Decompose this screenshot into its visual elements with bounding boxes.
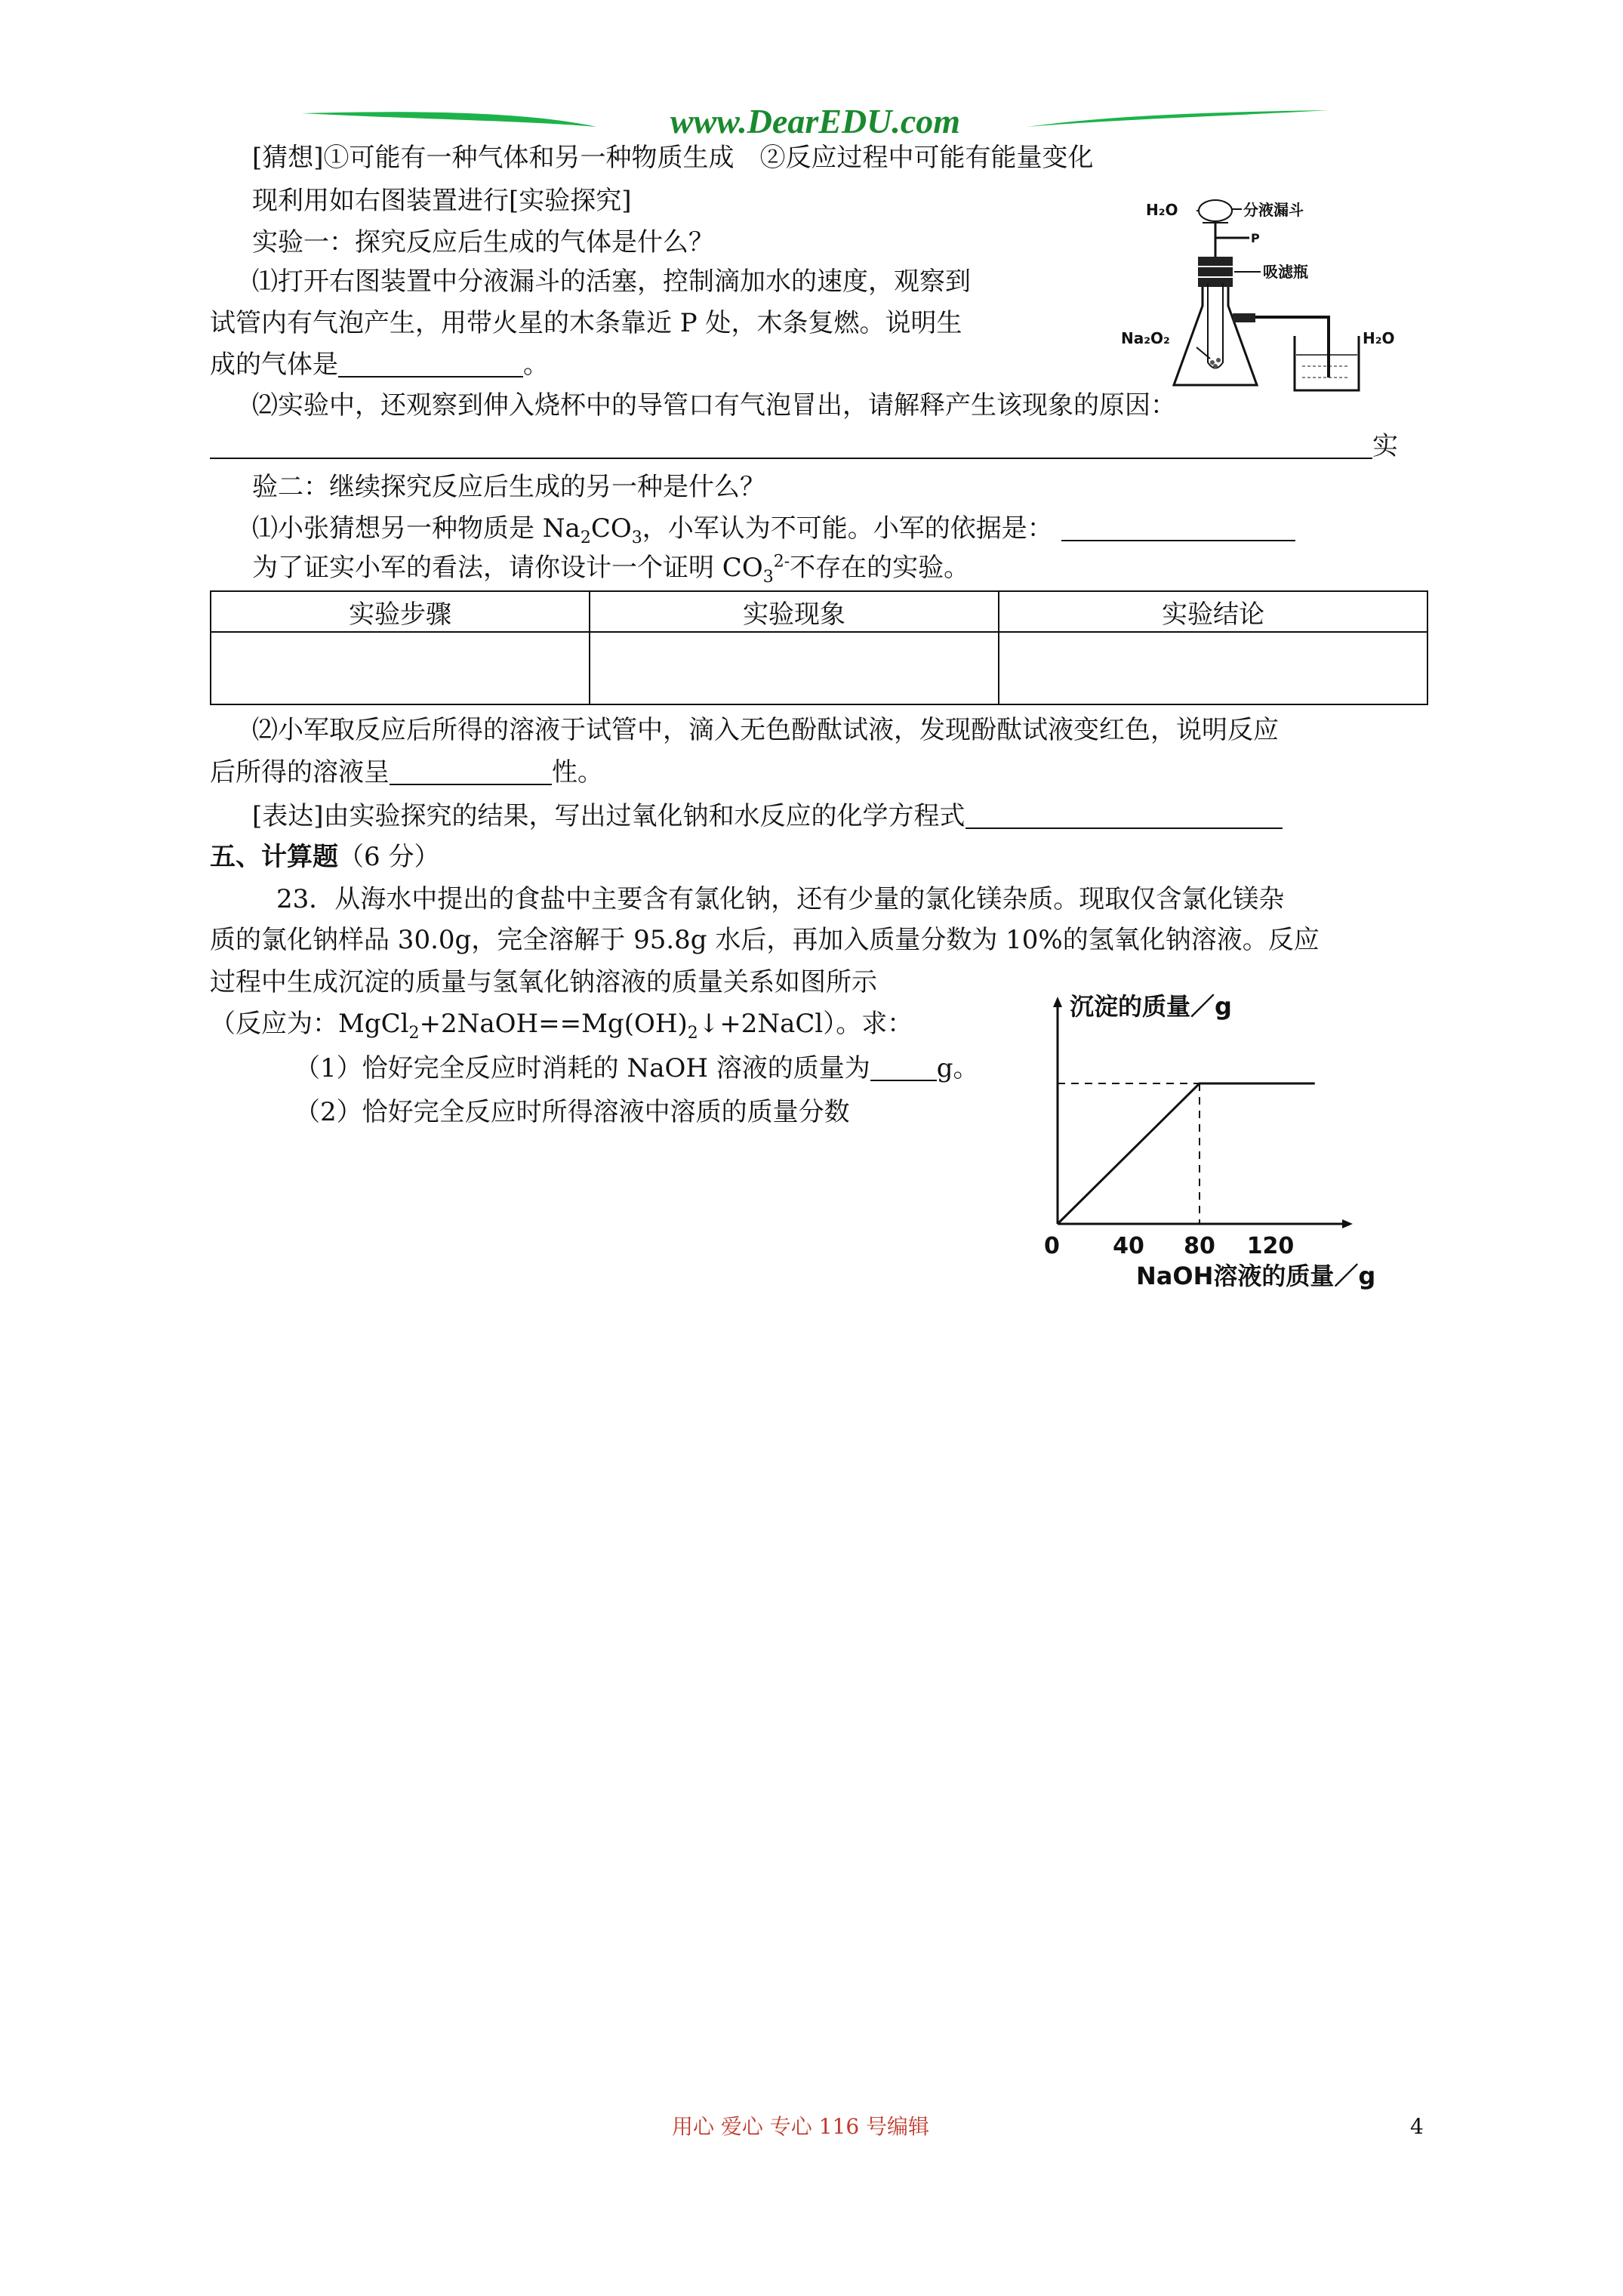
exp2-q1-text-b-end: 不存在的实验。 bbox=[790, 553, 970, 583]
apparatus-label-p: P bbox=[1251, 231, 1260, 245]
exp2-q1-line-b bbox=[252, 550, 969, 585]
footer-slogan: 用心 爱心 专心 116 号编辑 bbox=[672, 2114, 930, 2139]
exp2-q2-text-b: 后所得的溶液呈 bbox=[210, 757, 390, 787]
table-header-phenomena: 实验现象 bbox=[590, 591, 999, 632]
co3-subscript: 3 bbox=[762, 567, 774, 587]
site-title: www.DearEDU.com bbox=[670, 102, 961, 140]
y-axis-arrow bbox=[1053, 997, 1062, 1007]
exp2-q1-text-end: ，小军认为不可能。小军的依据是： bbox=[642, 513, 1053, 544]
express-line bbox=[252, 799, 1283, 834]
rubber-stopper bbox=[1198, 257, 1233, 287]
chart-xlabel: NaOH溶液的质量／g bbox=[1136, 1262, 1376, 1290]
apparatus-label-flask: 吸滤瓶 bbox=[1263, 263, 1308, 281]
chart-series-line bbox=[1058, 1083, 1315, 1224]
experiment-table bbox=[210, 590, 1428, 705]
apparatus-label-funnel: 分液漏斗 bbox=[1243, 201, 1304, 219]
water-beaker bbox=[1295, 336, 1359, 390]
banner-swoosh-left bbox=[302, 112, 596, 127]
na-subscript: 2 bbox=[580, 528, 591, 547]
apparatus-label-h2o-right: H₂O bbox=[1363, 329, 1395, 347]
exp2-q2-line-a: ⑵小军取反应后所得的溶液于试管中，滴入无色酚酞试液，发现酚酞试液变红色，说明反应 bbox=[252, 715, 1279, 745]
page-number: 4 bbox=[1410, 2114, 1424, 2139]
exp1-q2-answer-line bbox=[210, 429, 1398, 464]
chart-ylabel: 沉淀的质量／g bbox=[1070, 992, 1232, 1021]
side-arm-tube bbox=[1233, 317, 1329, 378]
header-banner bbox=[302, 97, 1329, 142]
section5-score: （6 分） bbox=[338, 842, 440, 872]
table-cell-conclusion[interactable] bbox=[999, 632, 1427, 704]
x-tick-label-0: 0 bbox=[1044, 1233, 1060, 1259]
basis-answer-blank[interactable] bbox=[1061, 514, 1295, 541]
equation-answer-blank[interactable] bbox=[965, 802, 1283, 829]
reaction-part1: （反应为：MgCl bbox=[210, 1009, 409, 1039]
chart-tick-labels bbox=[1044, 1233, 1294, 1259]
exp2-q1-text-a: ⑴小张猜想另一种物质是 Na bbox=[252, 513, 581, 544]
suction-flask bbox=[1174, 287, 1257, 385]
table-cell-phenomena[interactable] bbox=[590, 632, 999, 704]
exp1-q2-tail: 实 bbox=[1372, 431, 1398, 461]
co-subscript: 3 bbox=[631, 528, 642, 547]
section5-title: 五、计算题 bbox=[210, 842, 338, 872]
x-tick-label-120: 120 bbox=[1246, 1233, 1295, 1259]
exp2-q1-line-a bbox=[252, 511, 1295, 546]
q1-end: g。 bbox=[936, 1053, 979, 1083]
chart-axes bbox=[1053, 997, 1353, 1228]
solution-property-blank[interactable] bbox=[390, 758, 552, 785]
x-tick-label-40: 40 bbox=[1113, 1233, 1144, 1259]
table-cell-steps[interactable] bbox=[211, 632, 590, 704]
table-header-conclusion: 实验结论 bbox=[999, 591, 1427, 632]
guess-line: [猜想]①可能有一种气体和另一种物质生成 ②反应过程中可能有能量变化 bbox=[252, 143, 1094, 173]
q1-text: （1）恰好完全反应时消耗的 NaOH 溶液的质量为 bbox=[294, 1053, 870, 1083]
exp2-title: 验二：继续探究反应后生成的另一种是什么？ bbox=[252, 472, 765, 502]
exp1-q1-line-b: 试管内有气泡产生，用带火星的木条靠近 P 处，木条复燃。说明生 bbox=[210, 308, 962, 338]
funnel-bulb bbox=[1199, 200, 1232, 221]
problem23-line-c: 过程中生成沉淀的质量与氢氧化钠溶液的质量关系如图所示 bbox=[210, 967, 877, 997]
reaction-part2: +2NaOH==Mg(OH) bbox=[419, 1009, 688, 1039]
reason-answer-blank[interactable] bbox=[210, 432, 1372, 459]
exp2-q2-end: 性。 bbox=[552, 757, 603, 787]
exp1-q1-line-c bbox=[210, 347, 549, 382]
x-axis-arrow bbox=[1342, 1219, 1353, 1228]
reaction-part3: ↓+2NaCl）。求： bbox=[698, 1009, 913, 1039]
exp1-q2-line: ⑵实验中，还观察到伸入烧杯中的导管口有气泡冒出，请解释产生该现象的原因： bbox=[252, 390, 1176, 421]
co3-superscript: 2- bbox=[773, 552, 790, 572]
footer-text bbox=[672, 2114, 929, 2140]
apparatus-label-na2o2: Na₂O₂ bbox=[1121, 329, 1170, 347]
problem23-reaction bbox=[210, 1006, 913, 1041]
precipitate-chart bbox=[1030, 988, 1423, 1297]
table-header-steps: 实验步骤 bbox=[211, 591, 590, 632]
inner-test-tube bbox=[1208, 283, 1223, 368]
gas-answer-blank[interactable] bbox=[338, 350, 523, 378]
exp1-q1-text: 成的气体是 bbox=[210, 350, 338, 380]
problem23-q1 bbox=[294, 1051, 979, 1086]
express-text: [表达]由实验探究的结果，写出过氧化钠和水反应的化学方程式 bbox=[252, 801, 965, 831]
apparatus-diagram bbox=[1121, 193, 1400, 404]
setup-line: 现利用如右图装置进行[实验探究] bbox=[252, 186, 632, 216]
problem23-q2: （2）恰好完全反应时所得溶液中溶质的质量分数 bbox=[294, 1097, 850, 1127]
exp1-title: 实验一：探究反应后生成的气体是什么？ bbox=[252, 227, 714, 257]
problem23-line-a: 23．从海水中提出的食盐中主要含有氯化钠，还有少量的氯化镁杂质。现取仅含氯化镁杂 bbox=[276, 884, 1285, 914]
exp1-q1-end: 。 bbox=[523, 350, 549, 380]
exp1-q1-line-a: ⑴打开右图装置中分液漏斗的活塞，控制滴加水的速度，观察到 bbox=[252, 267, 971, 297]
naoh-mass-blank[interactable] bbox=[870, 1054, 937, 1081]
exp2-q2-line-b bbox=[210, 755, 603, 790]
exp2-q1-text-b: 为了证实小军的看法，请你设计一个证明 CO bbox=[252, 553, 763, 583]
section5-heading bbox=[210, 840, 439, 874]
mgcl-subscript: 2 bbox=[408, 1023, 420, 1043]
apparatus-label-h2o-top: H₂O bbox=[1146, 201, 1178, 219]
problem23-line-b: 质的氯化钠样品 30.0g，完全溶解于 95.8g 水后，再加入质量分数为 10%的氢氧化钠溶液。反应 bbox=[210, 925, 1320, 955]
oh-subscript: 2 bbox=[687, 1023, 698, 1043]
x-tick-label-80: 80 bbox=[1184, 1233, 1215, 1259]
banner-swoosh-right bbox=[1027, 110, 1329, 127]
co-text: CO bbox=[590, 513, 632, 544]
